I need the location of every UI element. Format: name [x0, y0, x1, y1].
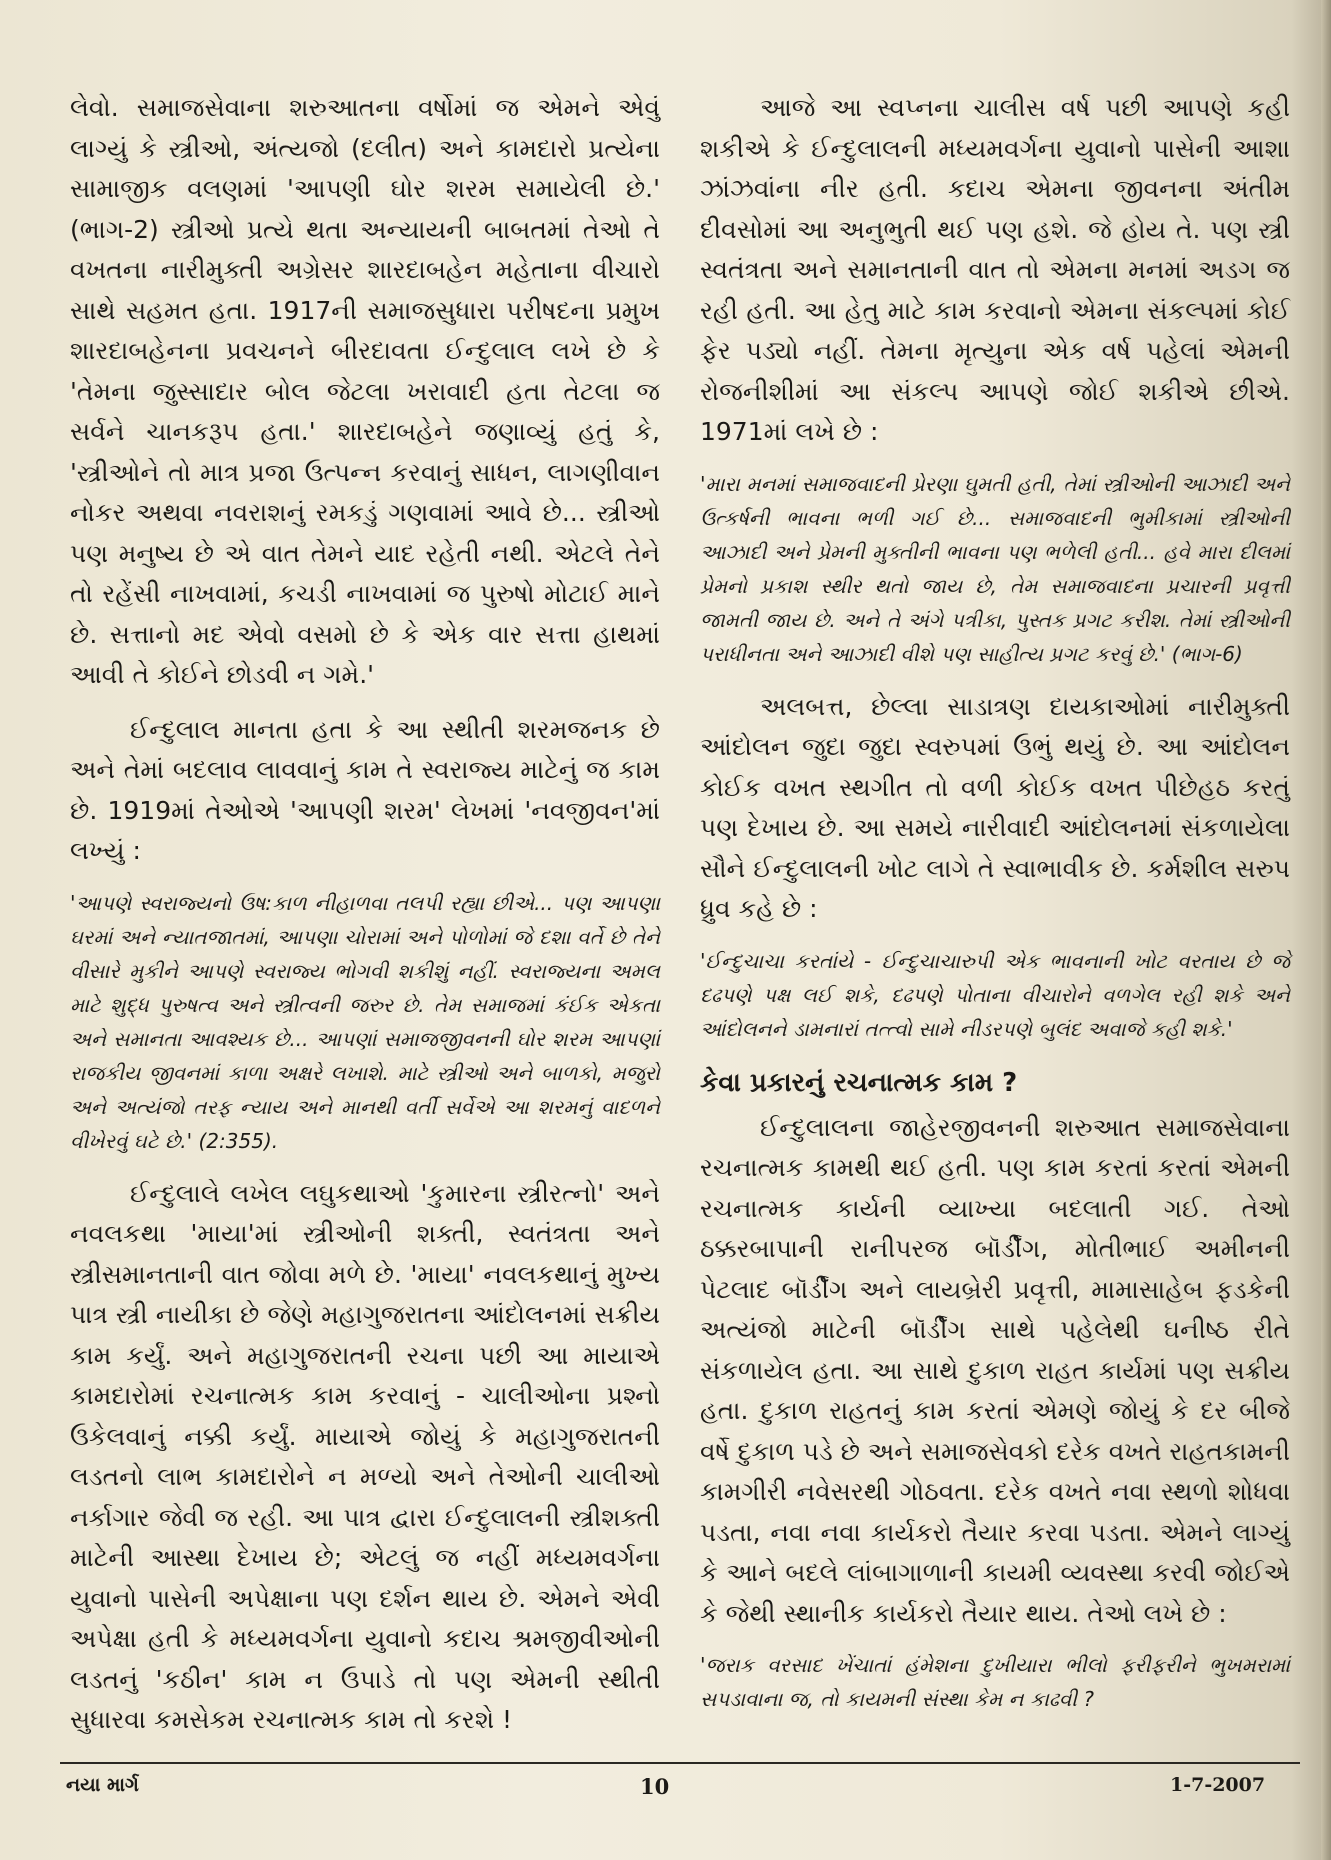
page-edge-shadow: [1321, 0, 1331, 1860]
right-paragraph-1: આજે આ સ્વપ્નના ચાલીસ વર્ષ પછી આપણે કહી શકીએ કે ઈન્દુલાલની મધ્યમવર્ગના યુવાનો પાસેની આશા ઝાંઝવાંના નીર હતી. કદાચ એમના જીવનના અંતીમ દીવસોમાં આ અનુભુતી થઈ પણ હશે. જે હોય તે. પણ સ્ત્રી સ્વતંત્રતા અને સમાનતાની વાત તો એમના મનમાં અડગ જ રહી હતી. આ હેતુ માટે કામ કરવાનો એમના સંકલ્પમાં કોઈ ફેર પડ્યો નહીં. તેમના મૃત્યુના એક વર્ષ પહેલાં એમની રોજનીશીમાં આ સંકલ્પ આપણે જોઈ શકીએ છીએ. 1971માં લખે છે :: [700, 93, 1290, 446]
page-number: 10: [640, 1774, 670, 1799]
issue-date: 1-7-2007: [1170, 1774, 1266, 1796]
right-paragraph-3: ઈન્દુલાલના જાહેરજીવનની શરુઆત સમાજસેવાના રચનાત્મક કામથી થઈ હતી. પણ કામ કરતાં કરતાં એમની રચનાત્મક કાર્યની વ્યાખ્યા બદલાતી ગઈ. તેઓ ઠક્કરબાપાની રાનીપરજ બૉર્ડીંગ, મોતીભાઈ અમીનની પેટલાદ બૉર્ડીંગ અને લાયબ્રેરી પ્રવૃત્તી, મામાસાહેબ ફડકેની અત્યંજો માટેની બૉર્ડીંગ સાથે પહેલેથી ઘનીષ્ઠ રીતે સંકળાયેલ હતા. આ સાથે દુકાળ રાહત કાર્યમાં પણ સક્રીય હતા. દુકાળ રાહતનું કામ કરતાં એમણે જોયું કે દર બીજે વર્ષે દુકાળ પડે છે અને સમાજસેવકો દરેક વખતે રાહતકામની કામગીરી નવેસરથી ગોઠવતા. દરેક વખતે નવા સ્થળો શોધવા પડતા, નવા નવા કાર્યકરો તૈયાર કરવા પડતા. એમને લાગ્યું કે આને બદલે લાંબાગાળાની કાયમી વ્યવસ્થા કરવી જોઈએ કે જેથી સ્થાનીક કાર્યકરો તૈયાર થાય. તેઓ લખે છે :: [700, 1112, 1290, 1628]
section-heading: કેવા પ્રકારનું રચનાત્મક કામ ?: [700, 1067, 1018, 1098]
right-quote-3: 'જરાક વરસાદ ખેંચાતાં હંમેશના દુખીયારા ભીલો ફરીફરીને ભુખમરામાં સપડાવાના જ, તો કાયમની સંસ્થા કેમ ન કાઢવી ?: [700, 1653, 1290, 1711]
right-paragraph-2: અલબત્ત, છેલ્લા સાડાત્રણ દાયકાઓમાં નારીમુક્તી આંદોલન જુદા જુદા સ્વરુપમાં ઉભું થયું છે. આ આંદોલન કોઈક વખત સ્થગીત તો વળી કોઈક વખત પીછેહઠ કરતું પણ દેખાય છે. આ સમયે નારીવાદી આંદોલનમાં સંકળાયેલા સૌને ઈન્દુલાલની ખોટ લાગે તે સ્વાભાવીક છે. કર્મશીલ સરુપ ધ્રુવ કહે છે :: [700, 691, 1290, 923]
right-quote-1: 'મારા મનમાં સમાજવાદની પ્રેરણા ઘુમતી હતી, તેમાં સ્ત્રીઓની આઝાદી અને ઉત્કર્ષની ભાવના ભળી ગઈ છે... સમાજવાદની ભુમીકામાં સ્ત્રીઓની આઝાદી અને પ્રેમની મુક્તીની ભાવના પણ ભળેલી હતી... હવે મારા દીલમાં પ્રેમનો પ્રકાશ સ્થીર થતો જાય છે, તેમ સમાજવાદના પ્રચારની પ્રવૃત્તી જામતી જાય છે. અને તે અંગે પત્રીકા, પુસ્તક પ્રગટ કરીશ. તેમાં સ્ત્રીઓની પરાધીનતા અને આઝાદી વીશે પણ સાહીત્ય પ્રગટ કરવું છે.' (ભાગ-6): [700, 471, 1290, 666]
footer-rule: [60, 1762, 1300, 1764]
left-quote-1: 'આપણે સ્વરાજ્યનો ઉષ:કાળ નીહાળવા તલપી રહ્યા છીએ... પણ આપણા ઘરમાં અને ન્યાતજાતમાં, આપણા ચોરામાં અને પોળોમાં જે દશા વર્તે છે તેને વીસારે મુકીને આપણે સ્વરાજ્ય ભોગવી શકીશું નહીં. સ્વરાજ્યના અમલ માટે શુદ્ધ પુરુષત્વ અને સ્ત્રીત્વની જરુર છે. તેમ સમાજમાં કંઈક એકતા અને સમાનતા આવશ્યક છે... આપણાં સમાજજીવનની ઘોર શરમ આપણાં રાજકીય જીવનમાં કાળા અક્ષરે લખાશે. માટે સ્ત્રીઓ અને બાળકો, મજુરો અને અત્યંજો તરફ ન્યાય અને માનથી વર્તી સર્વેએ આ શરમનું વાદળને વીખેરવું ઘટે છે.' (2:355).: [70, 890, 660, 1153]
right-column: [700, 88, 1290, 1732]
left-paragraph-3: ઈન્દુલાલે લખેલ લઘુકથાઓ 'કુમારના સ્ત્રીરત્નો' અને નવલકથા 'માયા'માં સ્ત્રીઓની શક્તી, સ્વતંત્રતા અને સ્ત્રીસમાનતાની વાત જોવા મળે છે. 'માયા' નવલકથાનું મુખ્ય પાત્ર સ્ત્રી નાયીકા છે જેણે મહાગુજરાતના આંદોલનમાં સક્રીય કામ કર્યું. અને મહાગુજરાતની રચના પછી આ માયાએ કામદારોમાં રચનાત્મક કામ કરવાનું - ચાલીઓના પ્રશ્નો ઉકેલવાનું નક્કી કર્યું. માયાએ જોયું કે મહાગુજરાતની લડતનો લાભ કામદારોને ન મળ્યો અને તેઓની ચાલીઓ નર્કાગાર જેવી જ રહી. આ પાત્ર દ્વારા ઈન્દુલાલની સ્ત્રીશક્તી માટેની આસ્થા દેખાય છે; એટલું જ નહીં મધ્યમવર્ગના યુવાનો પાસેની અપેક્ષાના પણ દર્શન થાય છે. એમને એવી અપેક્ષા હતી કે મધ્યમવર્ગના યુવાનો કદાચ શ્રમજીવીઓની લડતનું 'કઠીન' કામ ન ઉપાડે તો પણ એમની સ્થીતી સુધારવા કમસેકમ રચનાત્મક કામ તો કરશે !: [70, 1178, 660, 1734]
left-paragraph-1: લેવો. સમાજસેવાના શરુઆતના વર્ષોમાં જ એમને એવું લાગ્યું કે સ્ત્રીઓ, અંત્યજો (દલીત) અને કામદારો પ્રત્યેના સામાજીક વલણમાં 'આપણી ઘોર શરમ સમાયેલી છે.' (ભાગ-2) સ્ત્રીઓ પ્રત્યે થતા અન્યાયની બાબતમાં તેઓ તે વખતના નારીમુક્તી અગ્રેસર શારદાબહેન મહેતાના વીચારો સાથે સહમત હતા. 1917ની સમાજસુધારા પરીષદના પ્રમુખ શારદાબહેનના પ્રવચનને બીરદાવતા ઈન્દુલાલ લખે છે કે 'તેમના જુસ્સાદાર બોલ જેટલા ખરાવાદી હતા તેટલા જ સર્વને ચાનકરૂપ હતા.' શારદાબહેને જણાવ્યું હતું કે, 'સ્ત્રીઓને તો માત્ર પ્રજા ઉત્પન્ન કરવાનું સાધન, લાગણીવાન નોકર અથવા નવરાશનું રમકડું ગણવામાં આવે છે... સ્ત્રીઓ પણ મનુષ્ય છે એ વાત તેમને યાદ રહેતી નથી. એટલે તેને તો રહેંસી નાખવામાં, કચડી નાખવામાં જ પુરુષો મોટાઈ માને છે. સત્તાનો મદ એવો વસમો છે કે એક વાર સત્તા હાથમાં આવી તે કોઈને છોડવી ન ગમે.': [70, 93, 660, 689]
left-column: [70, 88, 660, 1755]
left-paragraph-2: ઈન્દુલાલ માનતા હતા કે આ સ્થીતી શરમજનક છે અને તેમાં બદલાવ લાવવાનું કામ તે સ્વરાજ્ય માટેનું જ કામ છે. 1919માં તેઓએ 'આપણી શરમ' લેખમાં 'નવજીવન'માં લખ્યું :: [70, 714, 660, 865]
right-quote-2: 'ઈન્દુચાચા કરતાંયે - ઈન્દુચાચારુપી એક ભાવનાની ખોટ વરતાય છે જે દઢપણે પક્ષ લઈ શકે, દઢપણે પોતાના વીચારોને વળગેલ રહી શકે અને આંદોલનને ડામનારાં તત્ત્વો સામે નીડરપણે બુલંદ અવાજે કહી શકે.': [700, 948, 1290, 1041]
publication-name: નયા માર્ગ: [66, 1774, 139, 1796]
